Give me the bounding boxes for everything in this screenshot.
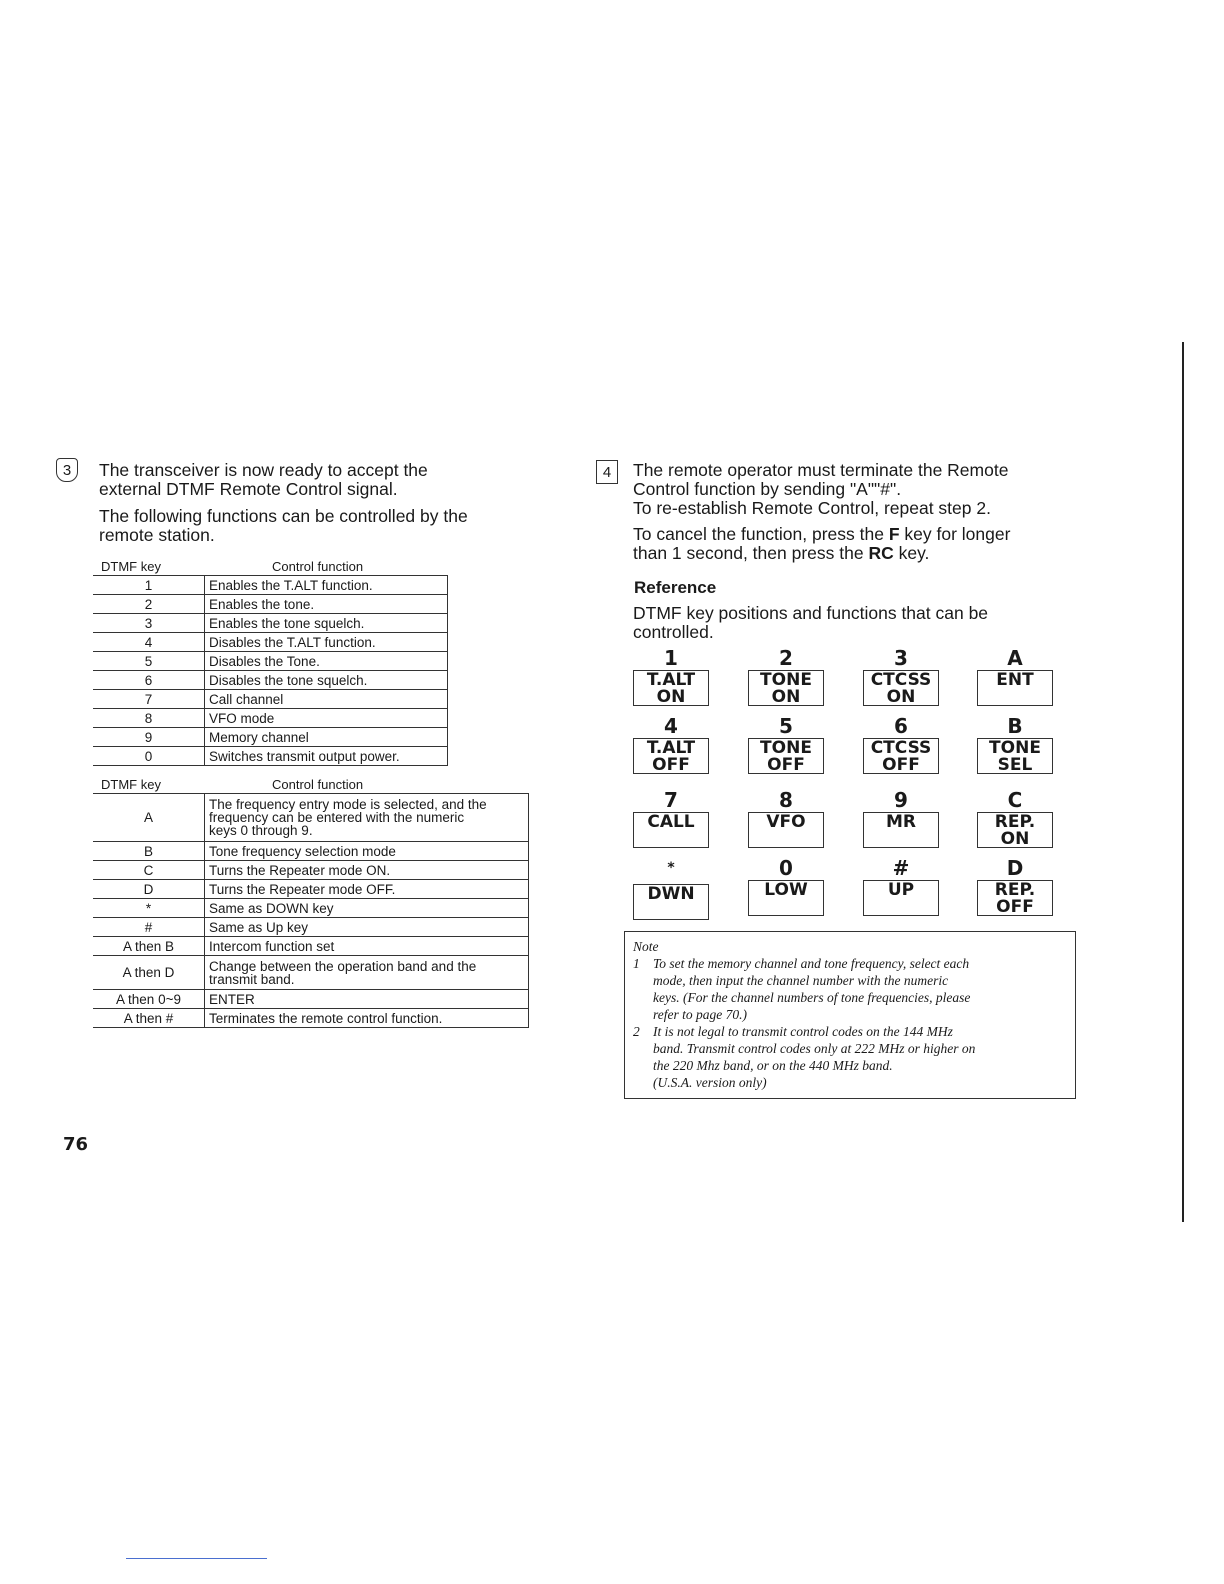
key-label-box	[977, 812, 1053, 848]
key-label-box	[863, 670, 939, 706]
key-label: ON	[1000, 829, 1030, 849]
table-row	[93, 1009, 529, 1028]
function-cell: Enables the tone.	[205, 595, 448, 614]
step-3-number: 3	[62, 461, 72, 479]
function-line: Tone frequency selection mode	[209, 843, 396, 859]
key-label-box	[863, 812, 939, 848]
note-item-number: 1	[633, 956, 640, 971]
function-cell	[205, 918, 529, 937]
key-label-box	[633, 670, 709, 706]
keypad-key-d	[974, 858, 1056, 916]
table-row	[93, 614, 448, 633]
step-4-text	[633, 461, 1010, 563]
function-cell	[205, 1009, 529, 1028]
key-label: T.ALT	[646, 738, 696, 758]
key-label: UP	[887, 880, 915, 900]
key-label: SEL	[997, 755, 1033, 775]
table-row	[93, 652, 448, 671]
function-cell	[205, 956, 529, 990]
key-cell: B	[93, 842, 205, 861]
key-label: CTCSS	[870, 738, 932, 758]
keypad-key-1	[630, 648, 712, 706]
step-3-line: The following functions can be controlled by the	[99, 506, 468, 526]
table-row	[93, 728, 448, 747]
keypad-key-5	[745, 716, 827, 774]
f-key-label: F	[888, 524, 900, 544]
note-title: Note	[633, 939, 659, 954]
function-line: Terminates the remote control function.	[209, 1010, 443, 1026]
keypad-key-8	[745, 790, 827, 848]
table-row	[93, 899, 529, 918]
key-cell: 0	[93, 747, 205, 766]
key-label: T.ALT	[646, 670, 696, 690]
key-label: ON	[886, 687, 916, 707]
key-label: ON	[656, 687, 686, 707]
note-item	[633, 955, 1067, 1023]
key-number: 2	[779, 646, 793, 670]
key-label: OFF	[652, 755, 690, 775]
key-label-box	[633, 738, 709, 774]
key-label: OFF	[996, 897, 1034, 917]
keypad-key-star	[630, 858, 712, 920]
footer-line	[126, 1558, 267, 1559]
rc-key-label: RC	[868, 543, 894, 563]
dtmf-table-2	[93, 793, 529, 1028]
table1-header-key: DTMF key	[101, 559, 161, 574]
function-line: frequency can be entered with the numeric	[209, 810, 465, 825]
key-label-box	[748, 738, 824, 774]
key-number: 9	[894, 788, 908, 812]
step-4-line: key for longer	[899, 524, 1011, 544]
page-margin-rule	[1182, 342, 1184, 1222]
key-cell: A then #	[93, 1009, 205, 1028]
table-row	[93, 709, 448, 728]
key-cell: 5	[93, 652, 205, 671]
keypad-key-2	[745, 648, 827, 706]
key-label: REP.	[994, 812, 1036, 832]
note-line: refer to page 70.)	[653, 1007, 747, 1022]
key-label: VFO	[766, 812, 806, 832]
table-row	[93, 633, 448, 652]
key-label: OFF	[767, 755, 805, 775]
step-4-line: key.	[893, 543, 930, 563]
key-label: TONE	[760, 738, 812, 758]
key-number: 0	[779, 856, 793, 880]
key-label: CTCSS	[870, 670, 932, 690]
key-number: 4	[664, 714, 678, 738]
note-line: keys. (For the channel numbers of tone frequencies, please	[653, 990, 971, 1005]
key-number: A	[1007, 646, 1023, 670]
keypad-key-hash	[860, 858, 942, 916]
key-cell: 7	[93, 690, 205, 709]
table-row	[93, 990, 529, 1009]
key-label-box	[633, 812, 709, 848]
key-cell: 6	[93, 671, 205, 690]
step-4-line: The remote operator must terminate the Remote	[633, 460, 1009, 480]
table-row	[93, 595, 448, 614]
function-cell	[205, 937, 529, 956]
key-cell: A then 0~9	[93, 990, 205, 1009]
table-row	[93, 794, 529, 842]
key-label: CALL	[647, 812, 695, 832]
key-number: 6	[894, 714, 908, 738]
keypad-key-4	[630, 716, 712, 774]
key-label: ENT	[996, 670, 1034, 690]
keypad-key-3	[860, 648, 942, 706]
key-cell: 1	[93, 576, 205, 595]
table2-header-key: DTMF key	[101, 777, 161, 792]
step-3-line: The transceiver is now ready to accept the	[99, 460, 428, 480]
function-cell: Memory channel	[205, 728, 448, 747]
table-row	[93, 937, 529, 956]
key-number: *	[667, 860, 675, 876]
key-label: TONE	[760, 670, 812, 690]
function-cell: VFO mode	[205, 709, 448, 728]
step-3-line: external DTMF Remote Control signal.	[99, 479, 398, 499]
step-4-line: than 1 second, then press the	[633, 543, 869, 563]
note-item	[633, 1023, 1067, 1091]
table-row	[93, 842, 529, 861]
step-3-text	[99, 461, 468, 545]
function-cell	[205, 794, 529, 842]
reference-line: DTMF key positions and functions that can be	[633, 603, 989, 623]
key-label: DWN	[647, 884, 695, 904]
step-3-badge	[56, 458, 78, 482]
keypad-key-0	[745, 858, 827, 916]
key-label-box	[633, 884, 709, 920]
table2-header-function: Control function	[272, 777, 364, 792]
key-number: B	[1007, 714, 1023, 738]
table-row	[93, 880, 529, 899]
step-4-line: To cancel the function, press the	[633, 524, 889, 544]
table-row	[93, 690, 448, 709]
table-row	[93, 576, 448, 595]
function-line: The frequency entry mode is selected, and the	[209, 797, 487, 812]
function-cell: Switches transmit output power.	[205, 747, 448, 766]
key-label-box	[748, 670, 824, 706]
table-row	[93, 747, 448, 766]
function-line: Same as DOWN key	[209, 900, 334, 916]
key-label: OFF	[882, 755, 920, 775]
function-cell	[205, 990, 529, 1009]
step-3-line: remote station.	[99, 525, 215, 545]
keypad-key-7	[630, 790, 712, 848]
note-line: band. Transmit control codes only at 222 MHz or higher on	[653, 1041, 976, 1056]
table-row	[93, 861, 529, 880]
function-line: Turns the Repeater mode ON.	[209, 862, 391, 878]
key-label: TONE	[989, 738, 1041, 758]
key-label: ON	[771, 687, 801, 707]
function-cell: Disables the Tone.	[205, 652, 448, 671]
note-line: mode, then input the channel number with the numeric	[653, 973, 949, 988]
function-cell	[205, 842, 529, 861]
page-number: 76	[63, 1134, 89, 1155]
keypad-key-6	[860, 716, 942, 774]
key-cell: 8	[93, 709, 205, 728]
function-line: Same as Up key	[209, 919, 309, 935]
function-cell	[205, 899, 529, 918]
step-4-number: 4	[602, 463, 612, 481]
note-item-number: 2	[633, 1024, 640, 1039]
key-label-box	[863, 738, 939, 774]
step-4-line: Control function by sending "A""#".	[633, 479, 902, 499]
function-cell: Disables the tone squelch.	[205, 671, 448, 690]
key-label-box	[977, 738, 1053, 774]
function-line: transmit band.	[209, 971, 295, 987]
keypad-key-a	[974, 648, 1056, 706]
key-number: D	[1006, 856, 1024, 880]
key-cell: A then D	[93, 956, 205, 990]
key-number: C	[1007, 788, 1023, 812]
key-label: LOW	[764, 880, 808, 900]
key-label-box	[863, 880, 939, 916]
reference-heading: Reference	[634, 578, 717, 597]
table-row	[93, 671, 448, 690]
function-line: Turns the Repeater mode OFF.	[209, 881, 396, 897]
key-label: REP.	[994, 880, 1036, 900]
function-line: ENTER	[209, 991, 255, 1007]
key-number: 8	[779, 788, 793, 812]
function-cell	[205, 880, 529, 899]
table1-header-function: Control function	[272, 559, 364, 574]
key-number: 3	[894, 646, 908, 670]
key-label-box	[977, 670, 1053, 706]
note-line: To set the memory channel and tone frequency, select each	[653, 956, 970, 971]
function-cell: Enables the tone squelch.	[205, 614, 448, 633]
function-line: Intercom function set	[209, 938, 335, 954]
keypad-key-b	[974, 716, 1056, 774]
reference-text	[633, 604, 988, 642]
key-cell: A then B	[93, 937, 205, 956]
key-label-box	[748, 880, 824, 916]
function-line: keys 0 through 9.	[209, 823, 313, 838]
dtmf-table-1	[93, 575, 448, 766]
key-cell: 3	[93, 614, 205, 633]
keypad-key-9	[860, 790, 942, 848]
note-line: It is not legal to transmit control codes on the 144 MHz	[653, 1024, 953, 1039]
note-line: (U.S.A. version only)	[653, 1075, 767, 1090]
note-box	[624, 931, 1076, 1099]
key-number: 5	[779, 714, 793, 738]
function-cell: Disables the T.ALT function.	[205, 633, 448, 652]
key-label-box	[977, 880, 1053, 916]
key-number: 1	[664, 646, 678, 670]
key-label-box	[748, 812, 824, 848]
key-cell: #	[93, 918, 205, 937]
function-line: Change between the operation band and the	[209, 958, 477, 974]
keypad-key-c	[974, 790, 1056, 848]
note-line: the 220 Mhz band, or on the 440 MHz band.	[653, 1058, 893, 1073]
key-cell: 9	[93, 728, 205, 747]
key-cell: A	[93, 794, 205, 842]
step-4-badge	[596, 460, 618, 484]
key-cell: D	[93, 880, 205, 899]
key-label: MR	[885, 812, 916, 832]
key-number: 7	[664, 788, 678, 812]
function-cell	[205, 861, 529, 880]
key-number: #	[892, 856, 910, 880]
key-cell: 2	[93, 595, 205, 614]
key-cell: C	[93, 861, 205, 880]
function-cell: Enables the T.ALT function.	[205, 576, 448, 595]
key-cell: 4	[93, 633, 205, 652]
key-cell: *	[93, 899, 205, 918]
step-4-line: To re-establish Remote Control, repeat step 2.	[633, 498, 991, 518]
table-row	[93, 956, 529, 990]
reference-line: controlled.	[633, 622, 714, 642]
function-cell: Call channel	[205, 690, 448, 709]
table-row	[93, 918, 529, 937]
